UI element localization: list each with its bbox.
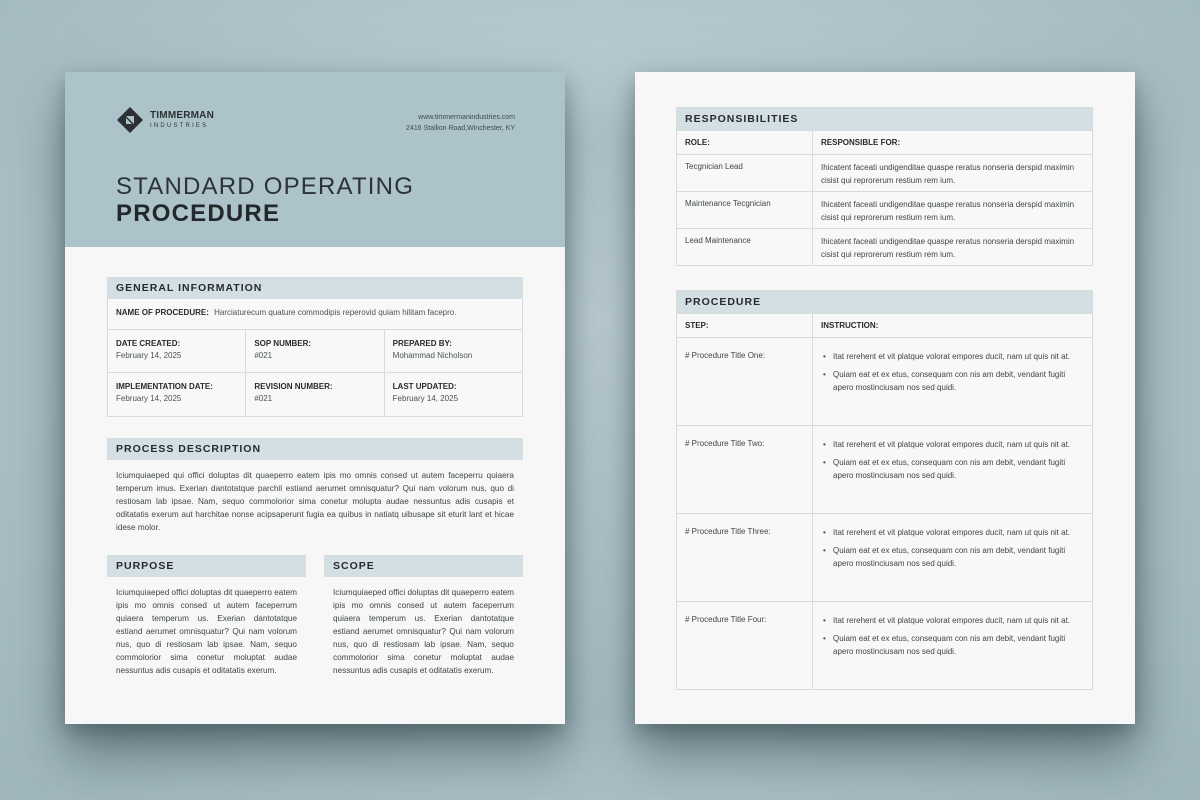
- instruction-text: Quiam eat et ex etus, consequam con nis am debit, vendant fugiti apero mostinciusam nos sed quidi.: [833, 458, 1066, 480]
- cell-value: February 14, 2025: [116, 351, 182, 360]
- table-header-row: [677, 313, 1092, 337]
- cell-value: #021: [254, 394, 273, 403]
- instruction-cell: [813, 514, 1092, 601]
- cell-value: #021: [254, 351, 273, 360]
- general-info-table: [107, 299, 523, 417]
- scope-text: Iciumquiaeped offici doluptas dit quaeperro eatem ipis mo omnis consed ut autem faceperrum quiaera temperum us. Exerian dantotatque estiand aerumet omnisquatur? Qui nam volorum nus, quo di restiosam lab ipsae. Nam, sequo commolorior sima conetur moluptat audae nessuntus adis cusapis et oditatatis exerum.: [333, 588, 515, 675]
- diamond-logo-icon: [116, 106, 144, 134]
- role-cell: Lead Maintenance: [677, 229, 813, 265]
- table-row: [677, 154, 1092, 191]
- responsibility-cell: Ihicatent faceati undigenditae quaspe reratus nonseria derspid maximin cisist qui reprorerum restium rem ium.: [821, 200, 1075, 222]
- procedure-name-row: [108, 299, 522, 330]
- instruction-text: Quiam eat et ex etus, consequam con nis am debit, vendant fugiti apero mostinciusam nos sed quidi.: [833, 634, 1066, 656]
- procedure-name-label: NAME OF PROCEDURE:: [116, 308, 209, 317]
- step-cell: # Procedure Title Three:: [677, 514, 813, 601]
- instruction-cell: [813, 602, 1092, 689]
- instruction-text: Quiam eat et ex etus, consequam con nis am debit, vendant fugiti apero mostinciusam nos sed quidi.: [833, 370, 1066, 392]
- address: 2416 Stallion Road,Winchester, KY: [406, 125, 515, 132]
- cell-value: February 14, 2025: [392, 394, 459, 403]
- revision-number-cell: [246, 373, 384, 416]
- role-column-header: ROLE:: [677, 131, 813, 154]
- list-item: [821, 632, 1084, 658]
- table-row: [677, 425, 1092, 513]
- title-line-1: STANDARD OPERATING: [116, 173, 415, 200]
- cell-value: February 14, 2025: [116, 394, 182, 403]
- sop-page-back: [635, 72, 1135, 724]
- list-item: [821, 350, 1084, 363]
- instruction-text: Itat rerehent et vit platque volorat empores ducit, nam ut quis nit at.: [833, 352, 1071, 361]
- brand-name: TIMMERMAN: [150, 110, 215, 121]
- table-row: [677, 228, 1092, 265]
- cell-label: PREPARED BY:: [392, 339, 452, 348]
- bullet-icon: •: [823, 546, 826, 555]
- last-updated-cell: [385, 373, 522, 416]
- title-line-2: PROCEDURE: [116, 200, 281, 227]
- instruction-cell: [813, 426, 1092, 513]
- bullet-icon: •: [823, 528, 826, 537]
- bullet-icon: •: [823, 370, 826, 379]
- procedure-table: [676, 290, 1093, 690]
- list-item: [821, 368, 1084, 394]
- sop-number-cell: [246, 330, 384, 372]
- contact-block: [406, 112, 515, 134]
- process-description-heading: PROCESS DESCRIPTION: [107, 438, 523, 460]
- list-item: [821, 438, 1084, 451]
- process-description-text: Iciumquiaeped qui offici doluptas dit quaeperro eatem ipis mo omnis consed ut autem faceperru quiaera temperum imus. Exerian dantotatque parchil estiand aerumet omnisquatur? Qui nam volorum nus, quo di restiosam lab ipsae. Nam, sequo commolorior sima conetur molupta audae nessuntus adis cusapis et oditatatis exerum aut harchitae nonse acipsaperunt fugia ea quibus in natiatq uibusape sit eturit lant et hicae idese molor.: [116, 471, 514, 532]
- step-column-header: STEP:: [677, 314, 813, 337]
- brand-subtitle: INDUSTRIES: [150, 123, 209, 129]
- instruction-text: Itat rerehent et vit platque volorat empores ducit, nam ut quis nit at.: [833, 528, 1071, 537]
- instruction-text: Quiam eat et ex etus, consequam con nis am debit, vendant fugiti apero mostinciusam nos sed quidi.: [833, 546, 1066, 568]
- list-item: [821, 526, 1084, 539]
- implementation-date-cell: [108, 373, 246, 416]
- website-link[interactable]: www.timmermanindustries.com: [418, 114, 515, 121]
- prepared-by-cell: [385, 330, 522, 372]
- sop-page-front: [65, 72, 565, 724]
- responsibilities-table: [676, 107, 1093, 266]
- table-row: [677, 601, 1092, 689]
- instruction-column-header: INSTRUCTION:: [821, 321, 879, 330]
- cell-label: IMPLEMENTATION DATE:: [116, 382, 213, 391]
- cell-value: Mohammad Nicholson: [392, 351, 473, 360]
- bullet-icon: •: [823, 352, 826, 361]
- purpose-heading: PURPOSE: [107, 555, 306, 577]
- date-created-cell: [108, 330, 246, 372]
- info-row: [108, 330, 522, 373]
- step-cell: # Procedure Title One:: [677, 338, 813, 425]
- list-item: [821, 456, 1084, 482]
- purpose-text: Iciumquiaeped offici doluptas dit quaeperro eatem ipis mo omnis consed ut autem faceperrum quiaera temperum us. Exerian dantotatque estiand aerumet omnisquatur? Qui nam volorum nus, quo di restiosam lab ipsae. Nam, sequo commolorior sima conetur moluptat audae nessuntus adis cusapis et oditatatis exerum.: [116, 588, 298, 675]
- document-title: [116, 173, 414, 228]
- responsibility-cell: Ihicatent faceati undigenditae quaspe reratus nonseria derspid maximin cisist qui reprorerum restium rem ium.: [821, 163, 1075, 185]
- list-item: [821, 544, 1084, 570]
- bullet-icon: •: [823, 616, 826, 625]
- step-cell: # Procedure Title Two:: [677, 426, 813, 513]
- role-cell: Maintenance Tecgnician: [677, 192, 813, 228]
- info-row: [108, 373, 522, 416]
- cell-label: DATE CREATED:: [116, 339, 181, 348]
- role-cell: Tecgnician Lead: [677, 155, 813, 191]
- responsibilities-heading: RESPONSIBILITIES: [677, 108, 1092, 130]
- table-row: [677, 191, 1092, 228]
- responsibility-cell: Ihicatent faceati undigenditae quaspe reratus nonseria derspid maximin cisist qui reprorerum restium rem ium.: [821, 237, 1075, 259]
- instruction-text: Itat rerehent et vit platque volorat empores ducit, nam ut quis nit at.: [833, 616, 1071, 625]
- table-header-row: [677, 130, 1092, 154]
- bullet-icon: •: [823, 440, 826, 449]
- table-row: [677, 513, 1092, 601]
- instruction-cell: [813, 338, 1092, 425]
- step-cell: # Procedure Title Four:: [677, 602, 813, 689]
- procedure-heading: PROCEDURE: [677, 291, 1092, 313]
- procedure-name-value: Harciaturecum quature commodipis reperovid quiam hilitam facepro.: [214, 308, 457, 317]
- bullet-icon: •: [823, 634, 826, 643]
- cell-label: SOP NUMBER:: [254, 339, 312, 348]
- cell-label: LAST UPDATED:: [392, 382, 457, 391]
- cell-label: REVISION NUMBER:: [254, 382, 333, 391]
- general-info-heading: GENERAL INFORMATION: [107, 277, 523, 299]
- instruction-text: Itat rerehent et vit platque volorat empores ducit, nam ut quis nit at.: [833, 440, 1071, 449]
- list-item: [821, 614, 1084, 627]
- table-row: [677, 337, 1092, 425]
- bullet-icon: •: [823, 458, 826, 467]
- scope-heading: SCOPE: [324, 555, 523, 577]
- company-logo: [116, 106, 214, 134]
- responsible-column-header: RESPONSIBLE FOR:: [821, 138, 901, 147]
